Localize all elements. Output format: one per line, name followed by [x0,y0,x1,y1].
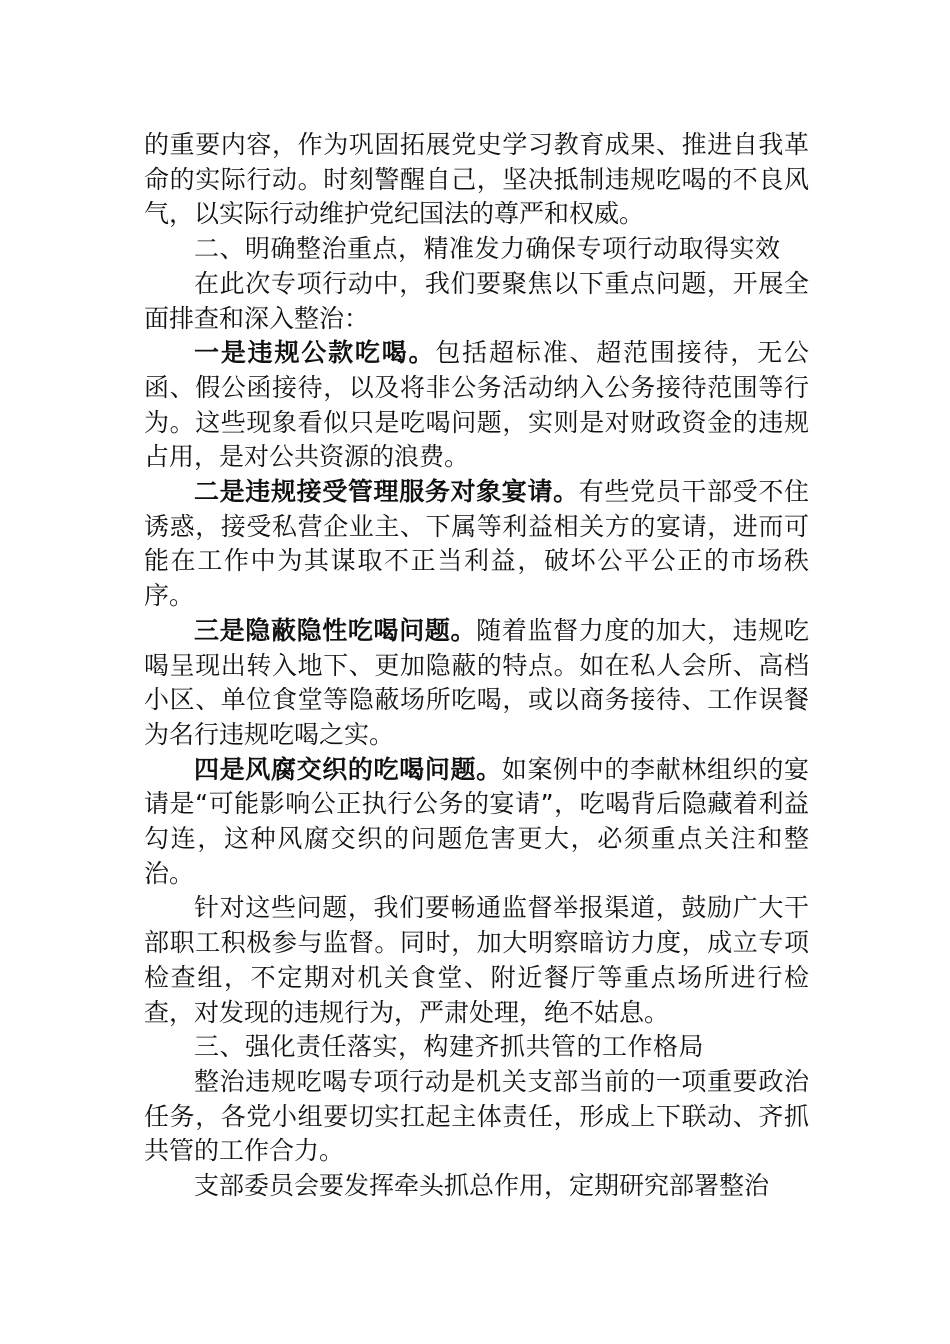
paragraph-continued: 的重要内容，作为巩固拓展党史学习教育成果、推进自我革命的实际行动。时刻警醒自己，坚决抵制违规吃喝的不良风气，以实际行动维护党纪国法的尊严和权威。 [144,130,809,229]
paragraph-measures: 针对这些问题，我们要畅通监督举报渠道，鼓励广大干部职工积极参与监督。同时，加大明察暗访力度，成立专项检查组，不定期对机关食堂、附近餐厅等重点场所进行检查，对发现的违规行为，严肃处理，绝不姑息。 [144,893,809,1027]
issue-item-3 [144,614,809,753]
document-body [144,128,809,1204]
issue-item-1-lead: 一是违规公款吃喝。 [194,338,436,368]
paragraph-intro: 在此次专项行动中，我们要聚焦以下重点问题，开展全面排查和深入整治： [144,268,809,333]
section-heading-3: 三、强化责任落实，构建齐抓共管的工作格局 [194,1032,705,1062]
issue-item-4-lead: 四是风腐交织的吃喝问题。 [194,754,502,784]
paragraph-responsibility: 整治违规吃喝专项行动是机关支部当前的一项重要政治任务，各党小组要切实扛起主体责任，形成上下联动、齐抓共管的工作合力。 [144,1066,809,1166]
issue-item-1 [144,336,809,475]
issue-item-2-lead: 二是违规接受管理服务对象宴请。 [194,477,579,507]
issue-item-3-text: 随着监督力度的加大，违规吃喝呈现出转入地下、更加隐蔽的特点。如在私人会所、高档小区、单位食堂等隐蔽场所吃喝，或以商务接待、工作误餐为名行违规吃喝之实。 [144,615,809,749]
issue-item-4-text: 如案例中的李献林组织的宴请是“可能影响公正执行公务的宴请”，吃喝背后隐藏着利益勾连，这种风腐交织的问题危害更大，必须重点关注和整治。 [144,754,809,888]
issue-item-2 [144,475,809,614]
issue-item-4 [144,753,809,892]
issue-item-1-text: 包括超标准、超范围接待，无公函、假公函接待，以及将非公务活动纳入公务接待范围等行为。这些现象看似只是吃喝问题，实则是对财政资金的违规占用，是对公共资源的浪费。 [144,338,809,472]
paragraph-committee: 支部委员会要发挥牵头抓总作用，定期研究部署整治 [194,1171,770,1201]
issue-item-3-lead: 三是隐蔽隐性吃喝问题。 [194,615,477,645]
issue-item-2-text: 有些党员干部受不住诱惑，接受私营企业主、下属等利益相关方的宴请，进而可能在工作中为其谋取不正当利益，破坏公平公正的市场秩序。 [144,477,809,611]
section-heading-2: 二、明确整治重点，精准发力确保专项行动取得实效 [194,234,781,264]
